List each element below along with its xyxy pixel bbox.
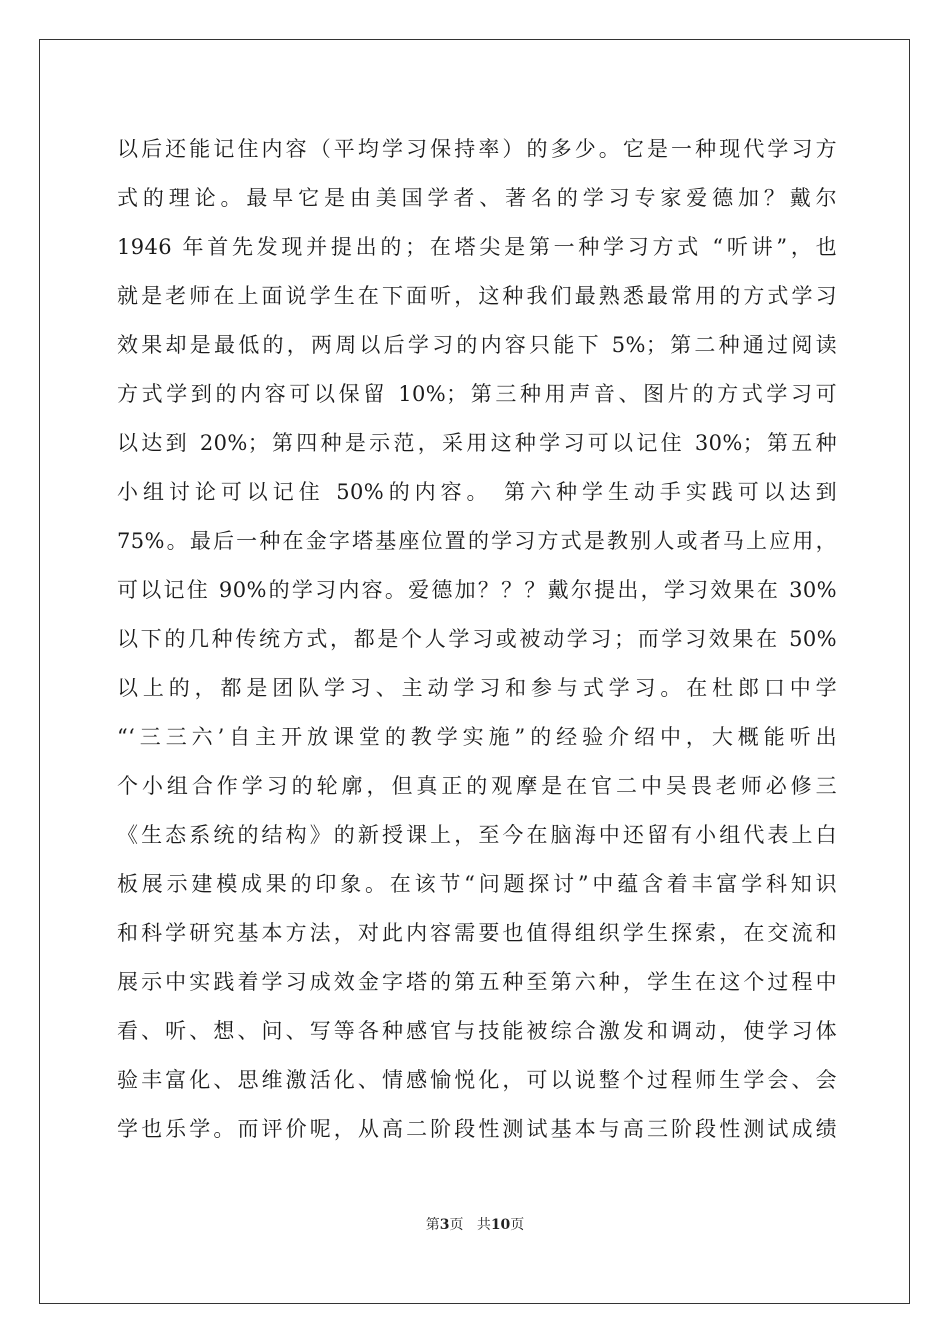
text-line-21: 学也乐学。而评价呢，从高二阶段性测试基本与高三阶段性测试成绩 xyxy=(117,1117,837,1141)
total-page-count: 10 xyxy=(490,1217,511,1233)
text-line-16: 板展示建模成果的印象。在该节“问题探讨”中蕴含着丰富学科知识 xyxy=(117,872,837,896)
current-page-number: 3 xyxy=(439,1217,450,1233)
text-line-10: 可以记住 90%的学习内容。爱德加？？？戴尔提出，学习效果在 30% xyxy=(117,578,837,602)
page-footer xyxy=(0,1214,950,1234)
text-line-20: 验丰富化、思维激活化、情感愉悦化，可以说整个过程师生学会、会 xyxy=(117,1068,837,1092)
text-line-1: 以后还能记住内容（平均学习保持率）的多少。它是一种现代学习方 xyxy=(117,137,837,161)
footer-page-suffix: 页 xyxy=(449,1217,464,1233)
text-line-9: 75%。最后一种在金字塔基座位置的学习方式是教别人或者马上应用， xyxy=(117,529,837,553)
footer-total-suffix: 页 xyxy=(510,1217,525,1233)
text-line-5: 效果却是最低的，两周以后学习的内容只能下 5%；第二种通过阅读 xyxy=(117,333,837,357)
text-line-12: 以上的，都是团队学习、主动学习和参与式学习。在杜郎口中学 xyxy=(117,676,837,700)
text-line-11: 以下的几种传统方式，都是个人学习或被动学习；而学习效果在 50% xyxy=(117,627,837,651)
text-line-19: 看、听、想、问、写等各种感官与技能被综合激发和调动，使学习体 xyxy=(117,1019,837,1043)
footer-total-prefix: 共 xyxy=(476,1217,491,1233)
text-line-18: 展示中实践着学习成效金字塔的第五种至第六种，学生在这个过程中 xyxy=(117,970,837,994)
text-line-2: 式的理论。最早它是由美国学者、著名的学习专家爱德加？戴尔 xyxy=(117,186,837,210)
footer-prefix: 第 xyxy=(425,1217,440,1233)
text-line-4: 就是老师在上面说学生在下面听，这种我们最熟悉最常用的方式学习 xyxy=(117,284,837,308)
text-line-15: 《生态系统的结构》的新授课上，至今在脑海中还留有小组代表上白 xyxy=(117,823,837,847)
text-line-8: 小组讨论可以记住 50%的内容。 第六种学生动手实践可以达到 xyxy=(117,480,837,504)
text-line-7: 以达到 20%；第四种是示范，采用这种学习可以记住 30%；第五种 xyxy=(117,431,837,455)
text-line-6: 方式学到的内容可以保留 10%；第三种用声音、图片的方式学习可 xyxy=(117,382,837,406)
text-line-14: 个小组合作学习的轮廓，但真正的观摩是在官二中吴畏老师必修三 xyxy=(117,774,837,798)
text-line-13: “‘三三六’自主开放课堂的教学实施”的经验介绍中，大概能听出 xyxy=(117,725,837,749)
body-text xyxy=(117,125,837,1154)
text-line-17: 和科学研究基本方法，对此内容需要也值得组织学生探索，在交流和 xyxy=(117,921,837,945)
text-line-3: 1946 年首先发现并提出的；在塔尖是第一种学习方式 “听讲”，也 xyxy=(117,235,837,259)
